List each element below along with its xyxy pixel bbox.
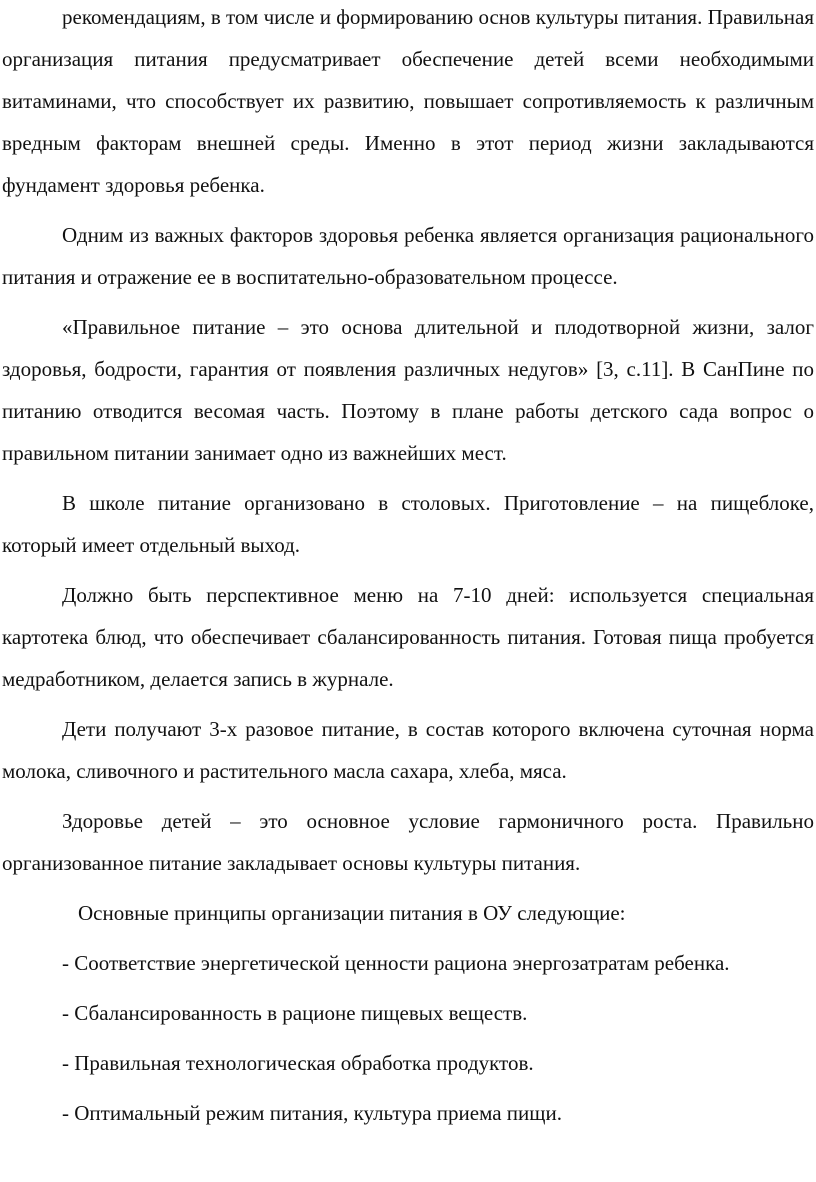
principle-item-2: - Сбалансированность в рационе пищевых веществ. [62,1001,528,1025]
paragraph-5: Должно быть перспективное меню на 7-10 дней: используется специальная картотека блюд, что обеспечивает сбалансированность питания. Готовая пища пробуется медработником, делается запись в журнале. [2,583,814,691]
paragraph-4: В школе питание организовано в столовых. Приготовление – на пищеблоке, который имеет отдельный выход. [2,491,814,557]
principle-item-1: - Соответствие энергетической ценности рациона энергозатратам ребенка. [62,951,730,975]
paragraph-3: «Правильное питание – это основа длительной и плодотворной жизни, залог здоровья, бодрости, гарантия от появления различных недугов» [3, с.11]. В СанПине по питанию отводится весомая часть. Поэтому в плане работы детского сада вопрос о правильном питании занимает одно из важнейших мест. [2,315,814,465]
principle-item-3: - Правильная технологическая обработка продуктов. [62,1051,534,1075]
paragraph-2: Одним из важных факторов здоровья ребенка является организация рационального питания и отражение ее в воспитательно-образовательном процессе. [2,223,814,289]
principle-item-4: - Оптимальный режим питания, культура приема пищи. [62,1101,562,1125]
paragraph-7: Здоровье детей – это основное условие гармоничного роста. Правильно организованное питание закладывает основы культуры питания. [2,809,814,875]
paragraph-6: Дети получают 3-х разовое питание, в состав которого включена суточная норма молока, сливочного и растительного масла сахара, хлеба, мяса. [2,717,814,783]
paragraph-1: рекомендациям, в том числе и формированию основ культуры питания. Правильная организация питания предусматривает обеспечение детей всеми необходимыми витаминами, что способствует их развитию, повышает сопротивляемость к различным вредным факторам внешней среды. Именно в этот период жизни закладываются фундамент здоровья ребенка. [2,5,814,197]
principles-heading: Основные принципы организации питания в ОУ следующие: [78,901,626,925]
